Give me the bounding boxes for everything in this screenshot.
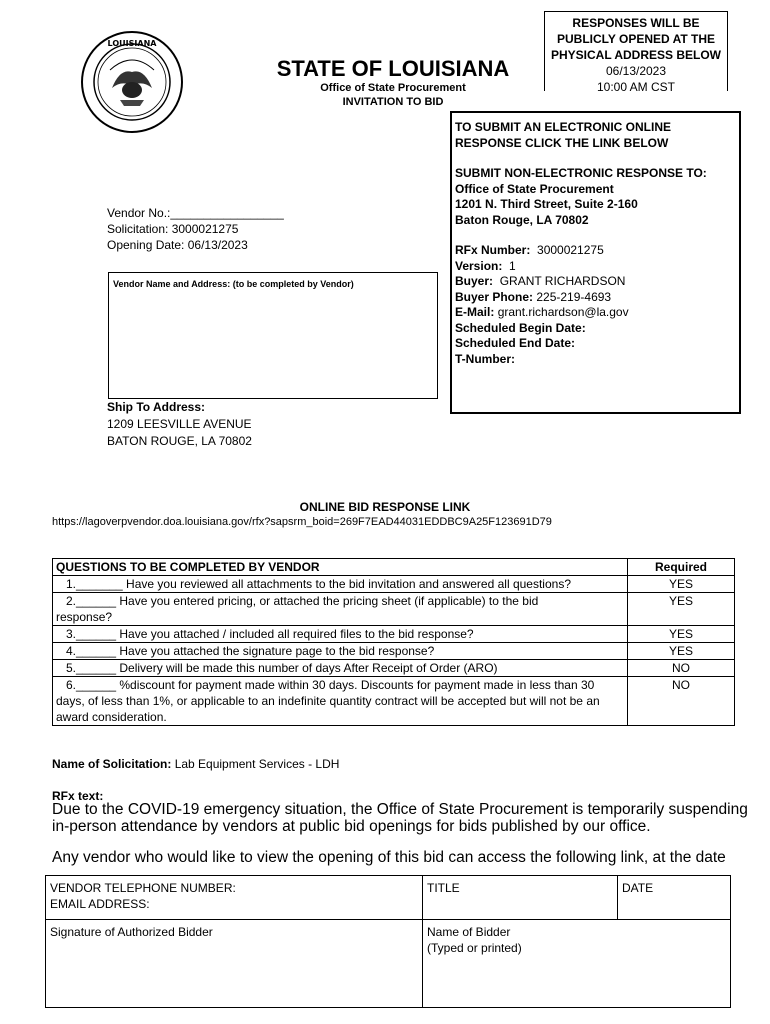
questions-table: [52, 558, 735, 726]
questions-header-row: [53, 559, 735, 576]
version-label: Version:: [455, 258, 503, 273]
required-value: NO: [628, 660, 735, 677]
vendor-name-address-label: Vendor Name and Address: (to be completed by Vendor): [113, 279, 354, 289]
signature-row-1: [46, 876, 731, 920]
online-bid-link[interactable]: https://lagoverpvendor.doa.louisiana.gov/rfx?sapsrm_boid=269F7EAD44031EDDBC9A25F123691D79: [52, 516, 552, 528]
opening-date-line: Opening Date: 06/13/2023: [107, 238, 248, 252]
buyer-name: GRANT RICHARDSON: [499, 274, 626, 288]
version-row: [455, 259, 736, 275]
rfx-text-label: RFx text:: [52, 789, 104, 803]
rfx-number: 3000021275: [537, 243, 604, 257]
ship-to-line2: BATON ROUGE, LA 70802: [107, 434, 252, 448]
signature-row-2: [46, 920, 731, 1008]
rfx-text-para1: Due to the COVID-19 emergency situation, the Office of State Procurement is temporarily suspending in-person attendance by vendors at public bid openings for bids published by our office.: [52, 801, 748, 835]
ship-to-address: [107, 399, 252, 450]
buyer-phone-row: [455, 290, 736, 306]
question-text-cont: response?: [56, 610, 113, 624]
begin-date-label: Scheduled Begin Date:: [455, 320, 586, 335]
table-row: [53, 643, 735, 660]
required-header: Required: [628, 559, 735, 576]
version-value: 1: [509, 258, 516, 273]
rfx-number-label: RFx Number:: [455, 243, 531, 257]
question-text: 1._______ Have you reviewed all attachments to the bid invitation and answered all questions?: [66, 577, 571, 591]
responses-notice-box: [544, 11, 728, 94]
nonelectronic-heading: SUBMIT NON-ELECTRONIC RESPONSE TO:: [455, 166, 707, 180]
address-line1: Office of State Procurement: [455, 181, 614, 196]
office-name: Office of State Procurement: [320, 82, 466, 94]
electronic-line1: TO SUBMIT AN ELECTRONIC ONLINE: [455, 120, 671, 134]
required-value: YES: [628, 593, 735, 626]
table-row: [53, 677, 735, 726]
signature-label: Signature of Authorized Bidder: [50, 925, 213, 939]
vendor-info: [107, 205, 284, 253]
email-label: E-Mail:: [455, 305, 495, 319]
typed-printed-label: (Typed or printed): [427, 941, 522, 955]
table-row: [53, 593, 735, 626]
bidder-name-field[interactable]: [423, 920, 731, 1008]
email-row: [455, 305, 736, 321]
buyer-label: Buyer:: [455, 274, 494, 288]
bidder-name-label: Name of Bidder: [427, 925, 511, 939]
question-text: 6.______ %discount for payment made within 30 days. Discounts for payment made in less than 30: [66, 678, 595, 692]
required-value: YES: [628, 626, 735, 643]
page-title: STATE OF LOUISIANA: [276, 56, 510, 81]
question-text: 2.______ Have you entered pricing, or attached the pricing sheet (if applicable) to the bid: [66, 594, 539, 608]
electronic-line2: RESPONSE CLICK THE LINK BELOW: [455, 135, 669, 150]
rfx-number-row: [455, 243, 736, 259]
question-text: 5.______ Delivery will be made this number of days After Receipt of Order (ARO): [66, 661, 498, 675]
table-row: [53, 626, 735, 643]
responses-line3: PHYSICAL ADDRESS BELOW: [550, 48, 721, 62]
document-type: INVITATION TO BID: [342, 96, 444, 108]
end-date-label: Scheduled End Date:: [455, 336, 576, 350]
vendor-number[interactable]: Vendor No.:_________________: [107, 206, 284, 220]
buyer-phone: 225-219-4693: [536, 289, 612, 304]
opening-date: 06/13/2023: [605, 64, 667, 78]
ship-to-line1: 1209 LEESVILLE AVENUE: [107, 417, 252, 431]
question-cell: [53, 576, 628, 593]
signature-field[interactable]: [46, 920, 423, 1008]
rfx-text-para2: Any vendor who would like to view the opening of this bid can access the following link, at the date: [52, 849, 726, 866]
buyer-email-link[interactable]: grant.richardson@la.gov: [497, 305, 629, 319]
address-line3: Baton Rouge, LA 70802: [455, 212, 589, 227]
table-row: [53, 660, 735, 677]
address-line2: 1201 N. Third Street, Suite 2-160: [455, 197, 638, 211]
solicitation-name: [52, 757, 339, 771]
buyer-phone-label: Buyer Phone:: [455, 289, 534, 304]
vendor-name-address-field[interactable]: [108, 272, 438, 399]
vendor-phone-label: VENDOR TELEPHONE NUMBER:: [50, 881, 236, 895]
responses-line1: RESPONSES WILL BE: [572, 16, 700, 30]
vendor-phone-email-field[interactable]: [46, 876, 423, 920]
date-label: DATE: [622, 881, 654, 895]
date-field[interactable]: [618, 876, 731, 920]
email-address-label: EMAIL ADDRESS:: [50, 897, 150, 911]
signature-table: [45, 875, 731, 1008]
svg-text:LOUISIANA: LOUISIANA: [107, 39, 157, 48]
solicitation-number: Solicitation: 3000021275: [107, 222, 239, 236]
questions-header: QUESTIONS TO BE COMPLETED BY VENDOR: [53, 559, 628, 576]
title-field[interactable]: [423, 876, 618, 920]
required-value: YES: [628, 643, 735, 660]
question-text: 4.______ Have you attached the signature page to the bid response?: [66, 644, 435, 658]
question-cell: [53, 660, 628, 677]
question-cell: [53, 626, 628, 643]
solicitation-value: Lab Equipment Services - LDH: [174, 757, 340, 771]
question-text-cont: days, of less than 1%, or applicable to an indefinite quantity contract will be accepted but will not be an award consideration.: [56, 694, 600, 724]
tnumber-label: T-Number:: [455, 351, 515, 366]
solicitation-label: Name of Solicitation:: [52, 757, 172, 771]
online-link-title: ONLINE BID RESPONSE LINK: [299, 500, 471, 514]
required-value: YES: [628, 576, 735, 593]
buyer-row: [455, 274, 736, 290]
responses-line2: PUBLICLY OPENED AT THE: [556, 32, 716, 46]
state-seal-logo: [80, 30, 184, 134]
question-text: 3.______ Have you attached / included all required files to the bid response?: [66, 627, 474, 641]
question-cell: [53, 593, 628, 626]
title-label: TITLE: [427, 881, 460, 895]
question-cell: [53, 643, 628, 660]
ship-to-label: Ship To Address:: [107, 400, 206, 414]
opening-time: 10:00 AM CST: [596, 80, 676, 94]
question-cell: [53, 677, 628, 726]
required-value: NO: [628, 677, 735, 726]
submission-info-box: [450, 111, 741, 414]
table-row: [53, 576, 735, 593]
